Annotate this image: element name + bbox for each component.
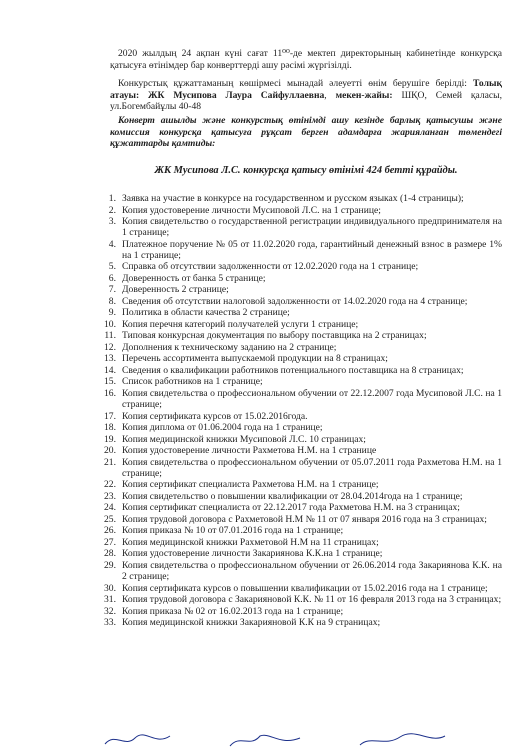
list-item-text: Копия свидетельство о государственной регистрации индивидуального предпринимателя на 1 странице; xyxy=(122,216,502,239)
intro-paragraph-3: Конверт ашылды және конкурстық өтінімді ашу кезінде барлық қатысушы және комиссия конкурсқа қатысуға рұқсат берген адамдарға жарияланған төмендегі құжаттарды қамтиды: xyxy=(110,115,502,149)
list-item xyxy=(98,284,502,295)
list-item xyxy=(98,261,502,272)
intro-p2-address: ШҚО, Семей қаласы, ул.Богембайұлы 40-48 xyxy=(110,89,502,112)
list-item-number: 24. xyxy=(104,502,116,514)
list-item-number: 22. xyxy=(104,479,116,491)
list-item xyxy=(98,411,502,422)
list-item-number: 10. xyxy=(104,318,116,330)
signatures-image xyxy=(100,730,520,750)
list-item xyxy=(98,319,502,330)
list-item-number: 28. xyxy=(104,548,116,560)
list-item xyxy=(98,388,502,410)
list-item-text: Копия трудовой договора с Рахметовой Н.М № 11 от 07 января 2016 года на 3 страницах; xyxy=(122,513,487,525)
list-item-number: 6. xyxy=(108,272,116,284)
list-item-text: Копия удостоверение личности Мусиповой Л.С. на 1 странице; xyxy=(122,204,381,216)
list-item-number: 1. xyxy=(108,193,116,204)
intro-p2-sep: , xyxy=(324,89,336,101)
list-item-text: Дополнения к техническому заданию на 2 странице; xyxy=(122,341,337,353)
list-item xyxy=(98,502,502,513)
list-item xyxy=(98,491,502,502)
list-item-number: 33. xyxy=(104,617,116,629)
list-item-number: 15. xyxy=(104,376,116,388)
list-item-number: 25. xyxy=(104,513,116,525)
list-item-number: 21. xyxy=(104,456,116,468)
list-item xyxy=(98,617,502,628)
list-item-text: Копия удостоверение личности Закарияновa К.К.на 1 странице; xyxy=(122,548,383,560)
list-item-text: Справка об отсутствии задолженности от 12.02.2020 года на 1 странице; xyxy=(122,261,419,273)
list-item xyxy=(98,525,502,536)
list-item-text: Политика в области качества 2 странице; xyxy=(122,307,290,319)
list-item-text: Копия удостоверение личности Рахметова Н.М. на 1 странице xyxy=(122,445,377,457)
list-item-text: Копия сертификат специалиста от 22.12.2017 года Рахметова Н.М. на 3 страницах; xyxy=(122,502,460,514)
list-item xyxy=(98,594,502,605)
list-item-number: 17. xyxy=(104,410,116,422)
list-item-text: Копия трудовой договора с Закарияновой К.К. № 11 от 16 февраля 2013 года на 3 страницах; xyxy=(122,594,502,606)
list-item xyxy=(98,434,502,445)
list-item-number: 23. xyxy=(104,490,116,502)
list-item xyxy=(98,296,502,307)
list-item xyxy=(98,330,502,341)
list-item xyxy=(98,583,502,594)
list-item xyxy=(98,273,502,284)
list-item xyxy=(98,342,502,353)
list-item-number: 5. xyxy=(108,261,116,273)
section-heading: ЖК Мусипова Л.С. конкурсқа қатысу өтінімі 424 бетті құрайды. xyxy=(154,165,458,176)
list-item-text: Копия медицинской книжки Мусиповой Л.С. 10 страницах; xyxy=(122,433,366,445)
list-item-number: 3. xyxy=(108,216,116,227)
list-item-text: Платежное поручение № 05 от 11.02.2020 года, гарантийный денежный взнос в размере 1% на 1 странице; xyxy=(122,238,502,261)
list-item-number: 19. xyxy=(104,433,116,445)
list-item xyxy=(98,307,502,318)
list-item xyxy=(98,205,502,216)
intro-p2-fullname: Толық атауы: ЖК Мусипова Лаура Сайфуллаевна xyxy=(110,78,502,101)
list-item-number: 2. xyxy=(108,204,116,216)
list-item-text: Сведения о квалификации работников потенциального поставщика на 8 страницах; xyxy=(122,364,464,376)
list-item-text: Копия свидетельства о профессиональном обучении от 26.06.2014 года Закариянова К.К. на 2 странице; xyxy=(122,559,502,583)
list-item-text: Копия медицинской книжки Рахметовой Н.М на 11 страницах; xyxy=(122,536,379,548)
document-list xyxy=(98,193,502,629)
list-item-text: Копия свидетельства о профессиональном обучении от 22.12.2007 года Мусиповой Л.С. на 1 странице; xyxy=(122,387,502,411)
list-item-text: Копия диплома от 01.06.2004 года на 1 странице; xyxy=(122,422,323,434)
list-item-text: Типовая конкурсная документация по выбору поставщика на 2 страницах; xyxy=(122,330,427,342)
list-item-text: Копия сертификата курсов от 15.02.2016года. xyxy=(122,410,308,422)
list-item xyxy=(98,422,502,433)
list-item-number: 14. xyxy=(104,364,116,376)
list-item xyxy=(98,606,502,617)
list-item-number: 7. xyxy=(108,284,116,296)
list-item-text: Копия сертификата курсов о повышении квалификации от 15.02.2016 года на 1 странице; xyxy=(122,582,488,594)
list-item xyxy=(98,353,502,364)
intro-paragraph-1: 2020 жылдың 24 ақпан күні сағат 11⁰⁰-де мектеп директорының кабинетінде конкурсқа қатысуға өтінімдер бар конверттерді ашу рәсімі жүргізілді. xyxy=(110,48,502,71)
list-item xyxy=(98,514,502,525)
list-item xyxy=(98,193,502,204)
list-item xyxy=(98,537,502,548)
list-item-text: Копия перечня категорий получателей услуги 1 странице; xyxy=(122,318,359,330)
list-item xyxy=(98,560,502,582)
list-item-text: Копия свидетельства о профессиональном обучении от 05.07.2011 года Рахметова Н.М. на 1 странице; xyxy=(122,456,502,479)
list-item-number: 20. xyxy=(104,445,116,457)
intro-p2-start: Конкурстық құжаттаманың көшірмесі мынадай әлеуетті өнім берушіге берілді: xyxy=(118,78,473,89)
list-item-number: 16. xyxy=(104,387,116,399)
list-item xyxy=(98,479,502,490)
list-item-text: Доверенность 2 странице; xyxy=(122,284,229,296)
list-item-number: 12. xyxy=(104,341,116,353)
list-item xyxy=(98,548,502,559)
list-item xyxy=(98,376,502,387)
list-item xyxy=(98,365,502,376)
list-item-text: Доверенность от банка 5 странице; xyxy=(122,272,266,284)
list-item-text: Копия сертификат специалиста Рахметова Н.М. на 1 странице; xyxy=(122,479,379,491)
list-item-text: Копия медицинской книжки Закарияновой К.К на 9 страницах; xyxy=(122,617,381,629)
list-item-number: 27. xyxy=(104,536,116,548)
list-item xyxy=(98,239,502,261)
list-item-number: 32. xyxy=(104,605,116,617)
list-item-number: 26. xyxy=(104,525,116,537)
list-item-number: 8. xyxy=(108,295,116,307)
intro-paragraph-2 xyxy=(110,78,502,113)
intro-p2-address-label: мекен-жайы: xyxy=(335,89,393,101)
list-item-text: Заявка на участие в конкурсе на государственном и русском языках (1-4 страницы); xyxy=(122,193,464,204)
list-item-text: Перечень ассортимента выпускаемой продукции на 8 страницах; xyxy=(122,353,388,365)
list-item-text: Копия приказа № 10 от 07.01.2016 года на 1 странице; xyxy=(122,525,344,537)
list-item xyxy=(98,216,502,238)
list-item-text: Копия свидетельство о повышении квалификации от 28.04.2014года на 1 странице; xyxy=(122,490,463,502)
list-item-text: Список работников на 1 странице; xyxy=(122,376,263,388)
list-item-number: 18. xyxy=(104,422,116,434)
list-item xyxy=(98,457,502,479)
list-item-number: 4. xyxy=(108,238,116,250)
list-item-text: Сведения об отсутствии налоговой задолженности от 14.02.2020 года на 4 странице; xyxy=(122,295,468,307)
list-item-number: 30. xyxy=(104,582,116,594)
list-item-number: 31. xyxy=(104,594,116,606)
list-item-number: 29. xyxy=(104,559,116,571)
list-item-number: 9. xyxy=(108,307,116,319)
list-item xyxy=(98,445,502,456)
list-item-text: Копия приказа № 02 от 16.02.2013 года на 1 странице; xyxy=(122,605,344,617)
list-item-number: 13. xyxy=(104,353,116,365)
list-item-number: 11. xyxy=(104,330,116,342)
